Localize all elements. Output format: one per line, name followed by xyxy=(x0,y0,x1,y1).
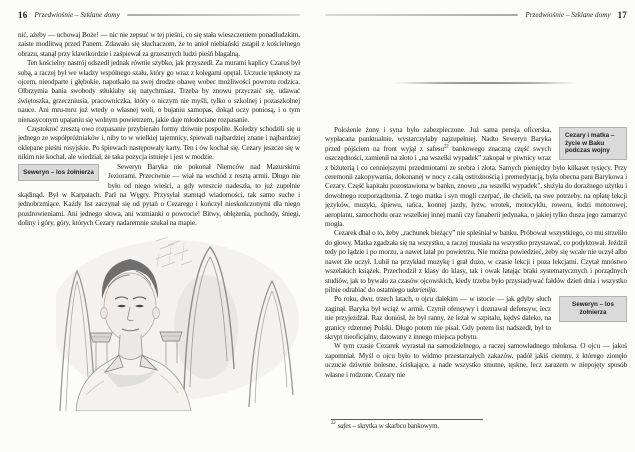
footnote-term: safes xyxy=(337,422,351,430)
margin-note-cezary-matka: Cezary i matka – życie w Baku podczas wojny xyxy=(559,127,627,160)
footnote-marker: 22 xyxy=(331,421,336,427)
running-title-right: Przedwiośnie – Szklane domy xyxy=(525,11,611,19)
header-rule-left xyxy=(127,14,300,17)
paragraph-left-1: nić, ażeby — uchowaj Boże! — nic nie zepsuć w tej pieśni, co się stała wieszczeniem ponadludzkim, zaiste modlitwą przed Panem. Zdawało się słuchaczom, że to anioł niebiański zstąpił z kościelnego obrazu, stanął przy klawikordzie i zaśpiewał za grzesznych ludzi pieśń błagalną. xyxy=(18,31,300,58)
paragraph-right-2 xyxy=(325,229,627,295)
right-page-text xyxy=(325,126,627,419)
footnote-definition: – skrytka w skarbcu bankowym. xyxy=(350,422,439,430)
paragraph-right-1-text: Położenie żony i syna było zabezpieczone. Już sama pensja oficerska, wypłacana punktualnie, wystarczyłaby najzupełniej. Nadto Seweryn Baryka przed pójściem na front wyjął z safesu xyxy=(325,126,551,153)
running-title-left: Przedwiośnie – Szklane domy xyxy=(34,11,120,19)
paragraph-right-2-text: Cezarek dbał o to, żeby „rachunek bieżący” nie spleśniał w banku. Próbował wszystkiego, co mu strzeliło do głowy. Matka zgadzała się na wszystko, a raczej musiała na wszystko przystawać, co podyktował. Jeździł tedy po lądzie i po morzu, a nawet latał po powietrzu. Nie można powiedzieć, żeby się wcale nie uczył albo nawet źle uczył. Lubił na przykład muzykę i grał dużo, w czasie lekcji i poza lekcjami. Czytał mnóstwo wszelakich książek. Przechodził z klasy do klasy, tak i owak łatając braki systematycznych i porządnych studiów, jak to bywało za czasów ojcowskich, kiedy trzeba było przysiadywać fałdów dzień dnia i wszystko pilnie odrabiać do ostatniego xyxy=(325,229,627,294)
paragraph-left-3: Częstokroć zresztą owo rozpasanie przybierało formy dziwnie pospolite. Koledzy schodzili się u jednego ze współpróżniaków i, niby to w wielkiej tajemnicy, śpiewali najbardziej znane i najbardziej oklepane pieśni rosyjskie. Po śpiewach następowały karty. Ten i ów kochał się. Cezary jeszcze się w nikim nie kochał, ale wiedział, że taka pozycja istnieje i jest w modzie. xyxy=(18,125,300,162)
page-number-right: 17 xyxy=(617,10,627,20)
running-header-right xyxy=(325,10,627,20)
margin-note-seweryn-left: Seweryn – los żołnierza xyxy=(18,164,99,182)
footnote xyxy=(331,423,627,431)
paragraph-left-4-text: Seweryn Baryka nie pokonał Niemców nad Mazurskimi Jeziorami. Przeciwnie — wiał na wschód z resztą armii. Długo nie było od niego wieści, a gdy wreszcie nadeszła, to już zupełnie skądinąd. Był w Karpatach. Parł na Węgry. Przysyłał stamtąd wiadomości, tak samo suche i jednobrzmiące. Każdy list zaczynał się od pytań o Cezarego i kończył nieskończonymi dla niego pozdrowieniami. Ani jednego słowa, ani wzmianki o powrocie! Bitwy, oblężenia, pochody, śniegi, doliny i góry, góry, których Cezary nadaremnie szukał na mapie. xyxy=(18,162,300,228)
paragraph-left-4 xyxy=(18,163,300,229)
illustration-boy-gothic-arches xyxy=(56,235,300,411)
paragraph-left-2: Ten kościelny nastrój odszedł jednak równie szybko, jak przyszedł. Za murami kaplicy Czaruś był sobą, a raczej był we władzy wspólnego szału, który go wraz z kolegami opętał. Uczucie tęsknoty za ojcem, nieodparte i głębokie, napotkało na swej drodze obawę wobec możliwości powrotu rodzica. Olbrzymia bania swobody stłukłaby się natychmiast. Trzeba by znowu przyczaić się, udawać świętoszka, grzeczniusia, pracowniczka, który o niczym nie myśli, tylko o szkolnej i pozaszkolnej nauce. Ani mru-mru już wtedy o własnej woli, o bujaniu samopas, dokąd oczy poniosą, i o tym nienasyconym upajaniu się wolnym powietrzem, jakie daje młodociane rozpasanie. xyxy=(18,59,300,124)
paragraph-right-3 xyxy=(325,295,627,342)
left-page-text xyxy=(18,31,300,452)
page-number-left: 16 xyxy=(18,10,28,20)
section-divider xyxy=(390,82,580,84)
paragraph-right-1 xyxy=(325,126,627,229)
paragraph-right-1-text-cont: bankowego znaczną część swych oszczędności, zamienił na złoto i „na wszelki wypadek” zakopał w piwnicy wraz z biżuterią i co cenniejszymi przedmiotami ze srebra i złota. Samych pieniędzy było kilkaset tysięcy. Przy ceremonii zakopywania, dokonanej w nocy z całą ostrożnością i premedytacją, była obecna pani Barykowa i Cezary. Część kapitału pozostawiona w banku, znowu „na wszelki wypadek”, służyła do doraźnego użytku i dowolnego rozporządzenia. Z tego matka i syn mogli czerpać, ile chcieli, na swe potrzeby, na opłatę lekcji języków, muzyki, śpiewu, tańca, konnej jazdy, łyżw, wrotek, motocyklu, roweru, łodzi motorowej, aeroplanu, samochodu oraz wszelkiej innej manii czy fanaberii jedynaka, o jakiej tylko dusza jego zamarzyć mogła. xyxy=(325,144,627,229)
paragraph-right-4: W tym czasie Cezarek wyrastał na samodzielnego, a raczej samowładnego młokosa. O ojcu — jakoś zapomniał. Myśl o ojcu było to widmo przestarzałych zakazów, padół jakiś ciemny, z którego zionęło uczucie dziwnie bolesne, ściskające, a nade wszystko smutne, tęskne, lecz zarazem w niepojęty sposób własne i rodzone. Cezary nie xyxy=(325,342,627,379)
paragraph-right-3-text: Po roku, dwu, trzech latach, o ojcu dalekim — w istocie — jak gdyby słuch zaginął. Baryka był wciąż w armii. Czynił ofensywy i doznawał defensyw, lecz nie przyjeżdżał. Raz doniósł, że był ranny, że leżał w szpitalu, kędyś daleko, na granicy rdzennej Polski. Długo potem nie pisał. Gdy potem list nadszedł, był to skrypt nieoficjalny, datowany z innego miejsca pobytu. xyxy=(325,295,551,341)
paragraph-right-2-italic-word: udarienija xyxy=(406,285,436,294)
footnote-ref-22: 22 xyxy=(443,144,449,150)
margin-note-seweryn-right: Seweryn – los żołnierza xyxy=(559,296,627,321)
paragraph-right-2-tail: . xyxy=(435,285,438,294)
footnote-block xyxy=(331,419,627,431)
running-header-left xyxy=(18,10,300,20)
footnote-rule xyxy=(331,419,483,420)
header-rule-right xyxy=(325,14,518,17)
